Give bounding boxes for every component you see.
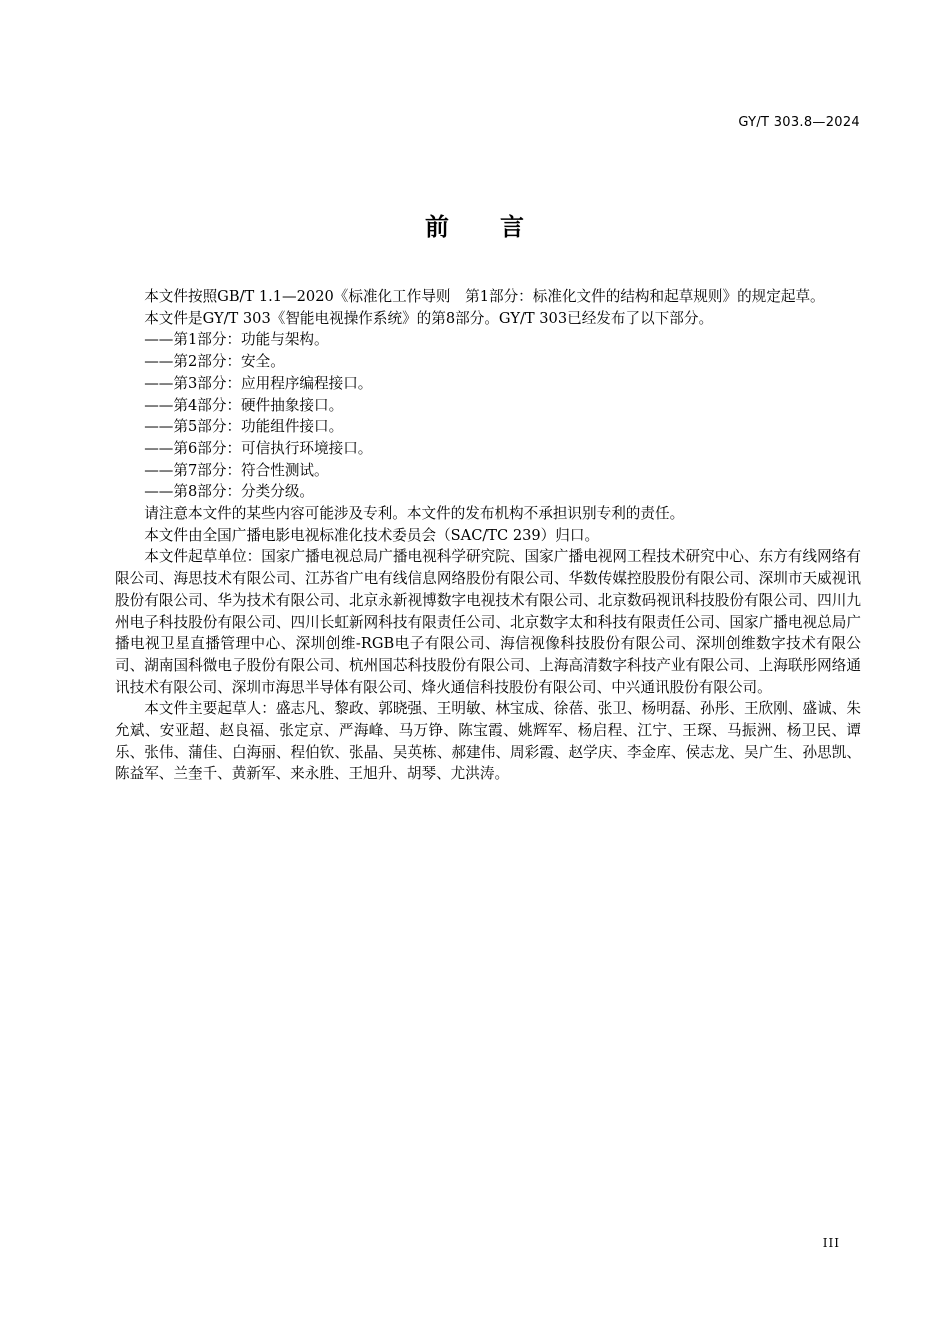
- paragraph-patent-notice: 请注意本文件的某些内容可能涉及专利。本文件的发布机构不承担识别专利的责任。: [144, 505, 685, 523]
- page-title: 前 言: [425, 213, 525, 241]
- page-number: III: [822, 1236, 840, 1250]
- paragraph-series-intro: 本文件是GY/T 303《智能电视操作系统》的第8部分。GY/T 303已经发布了以下部分。: [144, 309, 714, 327]
- list-item-part-8: ——第8部分：分类分级。: [144, 483, 315, 501]
- paragraph-drafting-units: 本文件起草单位：国家广播电视总局广播电视科学研究院、国家广播电视网工程技术研究中心、东方有线网络有限公司、海思技术有限公司、江苏省广电有线信息网络股份有限公司、华数传媒控股股份有限公司、深圳市天威视讯股份有限公司、华为技术有限公司、北京永新视博数字电视技术有限公司、北京数码视讯科技股份有限公司、四川九州电子科技股份有限公司、四川长虹新网科技有限责任公司、北京数字太和科技有限责任公司、国家广播电视总局广播电视卫星直播管理中心、深圳创维-RGB电子有限公司、海信视像科技股份有限公司、深圳创维数字技术有限公司、湖南国科微电子股份有限公司、杭州国芯科技股份有限公司、上海高清数字科技产业有限公司、上海联彤网络通讯技术有限公司、深圳市海思半导体有限公司、烽火通信科技股份有限公司、中兴通讯股份有限公司。: [115, 548, 861, 696]
- list-item-part-3: ——第3部分：应用程序编程接口。: [144, 374, 373, 392]
- list-item-part-4: ——第4部分：硬件抽象接口。: [144, 396, 344, 414]
- list-item-part-6: ——第6部分：可信执行环境接口。: [144, 439, 373, 457]
- list-item-part-1: ——第1部分：功能与架构。: [144, 331, 329, 349]
- list-item-part-2: ——第2部分：安全。: [144, 353, 285, 371]
- paragraph-committee: 本文件由全国广播电影电视标准化技术委员会（SAC/TC 239）归口。: [144, 526, 600, 544]
- paragraph-drafting-rules: 本文件按照GB/T 1.1—2020《标准化工作导则 第1部分：标准化文件的结构和起草规则》的规定起草。: [144, 288, 825, 305]
- list-item-part-5: ——第5部分：功能组件接口。: [144, 418, 344, 436]
- foreword-body: [115, 286, 861, 785]
- document-code: GY/T 303.8—2024: [738, 115, 860, 130]
- paragraph-drafters: 本文件主要起草人：盛志凡、黎政、郭晓强、王明敏、林宝成、徐蓓、张卫、杨明磊、孙彤、王欣刚、盛诚、朱允斌、安亚超、赵良福、张定京、严海峰、马万铮、陈宝霞、姚辉军、杨启程、江宁、王琛、马振洲、杨卫民、谭乐、张伟、蒲佳、白海丽、程伯钦、张晶、吴英栋、郝建伟、周彩霞、赵学庆、李金库、侯志龙、吴广生、孙思凯、陈益军、兰奎千、黄新军、来永胜、王旭升、胡琴、尤洪涛。: [115, 700, 861, 783]
- list-item-part-7: ——第7部分：符合性测试。: [144, 461, 329, 479]
